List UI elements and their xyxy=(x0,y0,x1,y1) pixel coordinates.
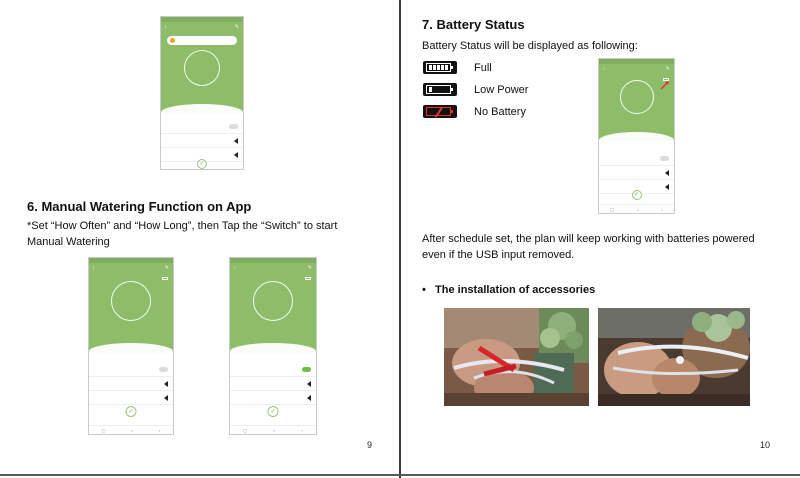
how-often-row xyxy=(161,134,243,148)
instruction-line-1: *Set “How Often” and “How Long”, then Tap the “Switch” to start xyxy=(27,220,338,232)
back-arrow-icon: ‹ xyxy=(165,24,167,30)
page-number-right: 10 xyxy=(760,440,771,450)
schedule-info xyxy=(165,88,239,98)
status-ring xyxy=(184,50,220,86)
back-arrow-icon: ‹ xyxy=(234,265,236,271)
android-nav-bar: ▢ ○ ‹ xyxy=(230,425,316,434)
battery-none-icon xyxy=(423,105,457,118)
edit-icon: ✎ xyxy=(665,66,670,72)
switch-row xyxy=(89,363,173,377)
how-long-row xyxy=(89,391,173,405)
phone-screenshot-switch-off xyxy=(88,257,174,435)
schedule-info xyxy=(93,327,169,337)
check-circle-icon: ✓ xyxy=(632,190,642,200)
edit-icon: ✎ xyxy=(164,265,169,271)
back-arrow-icon: ‹ xyxy=(93,265,95,271)
photo-connecting-tubing xyxy=(598,308,750,406)
triangle-left-icon xyxy=(234,152,238,158)
section-title-battery-status: 7. Battery Status xyxy=(422,17,525,32)
instruction-line-2: Manual Watering xyxy=(27,236,110,248)
battery-note-line-1: After schedule set, the plan will keep working with batteries powered xyxy=(422,233,755,245)
bullet-dot-icon: • xyxy=(422,284,426,296)
battery-low-label: Low Power xyxy=(474,84,529,96)
triangle-left-icon xyxy=(164,395,168,401)
how-often-row xyxy=(230,377,316,391)
status-ring xyxy=(111,281,151,321)
switch-row xyxy=(161,120,243,134)
battery-full-icon xyxy=(423,61,457,74)
how-long-row xyxy=(230,391,316,405)
battery-full-label: Full xyxy=(474,62,492,74)
switch-row xyxy=(599,152,674,166)
status-ring xyxy=(253,281,293,321)
triangle-left-icon xyxy=(164,381,168,387)
phone-screenshot-timer xyxy=(160,16,244,170)
android-nav-bar: ▢ ○ ‹ xyxy=(89,425,173,434)
photo-cutting-tubing xyxy=(444,308,589,406)
section-title-manual-watering: 6. Manual Watering Function on App xyxy=(27,199,252,214)
schedule-info xyxy=(234,327,312,337)
battery-status-icon xyxy=(162,277,168,280)
triangle-left-icon xyxy=(234,138,238,144)
edit-icon: ✎ xyxy=(307,265,312,271)
status-ring xyxy=(620,80,654,114)
triangle-left-icon xyxy=(665,184,669,190)
android-nav-bar: ▢ ○ ‹ xyxy=(599,204,674,213)
phone-screenshot-switch-on xyxy=(229,257,317,435)
triangle-left-icon xyxy=(307,395,311,401)
accessories-bullet xyxy=(422,284,595,296)
phone-screenshot-battery xyxy=(598,58,675,214)
accessories-heading: The installation of accessories xyxy=(435,284,596,296)
how-often-row xyxy=(599,166,674,180)
switch-row xyxy=(230,363,316,377)
battery-note-line-2: even if the USB input removed. xyxy=(422,249,575,261)
red-pointer-arrow-icon xyxy=(660,80,670,90)
check-circle-icon: ✓ xyxy=(268,406,279,417)
battery-none-label: No Battery xyxy=(474,106,526,118)
back-arrow-icon: ‹ xyxy=(603,66,605,72)
bottom-rule xyxy=(0,474,800,476)
edit-icon: ✎ xyxy=(234,24,239,30)
triangle-left-icon xyxy=(307,381,311,387)
page-number-left: 9 xyxy=(367,440,373,450)
notification-banner xyxy=(167,36,237,45)
triangle-left-icon xyxy=(665,170,669,176)
battery-status-icon xyxy=(305,277,311,280)
schedule-info xyxy=(603,119,670,129)
check-circle-icon: ✓ xyxy=(197,159,207,169)
check-circle-icon: ✓ xyxy=(126,406,137,417)
how-often-row xyxy=(89,377,173,391)
battery-low-icon xyxy=(423,83,457,96)
battery-intro-text: Battery Status will be displayed as following: xyxy=(422,40,638,52)
